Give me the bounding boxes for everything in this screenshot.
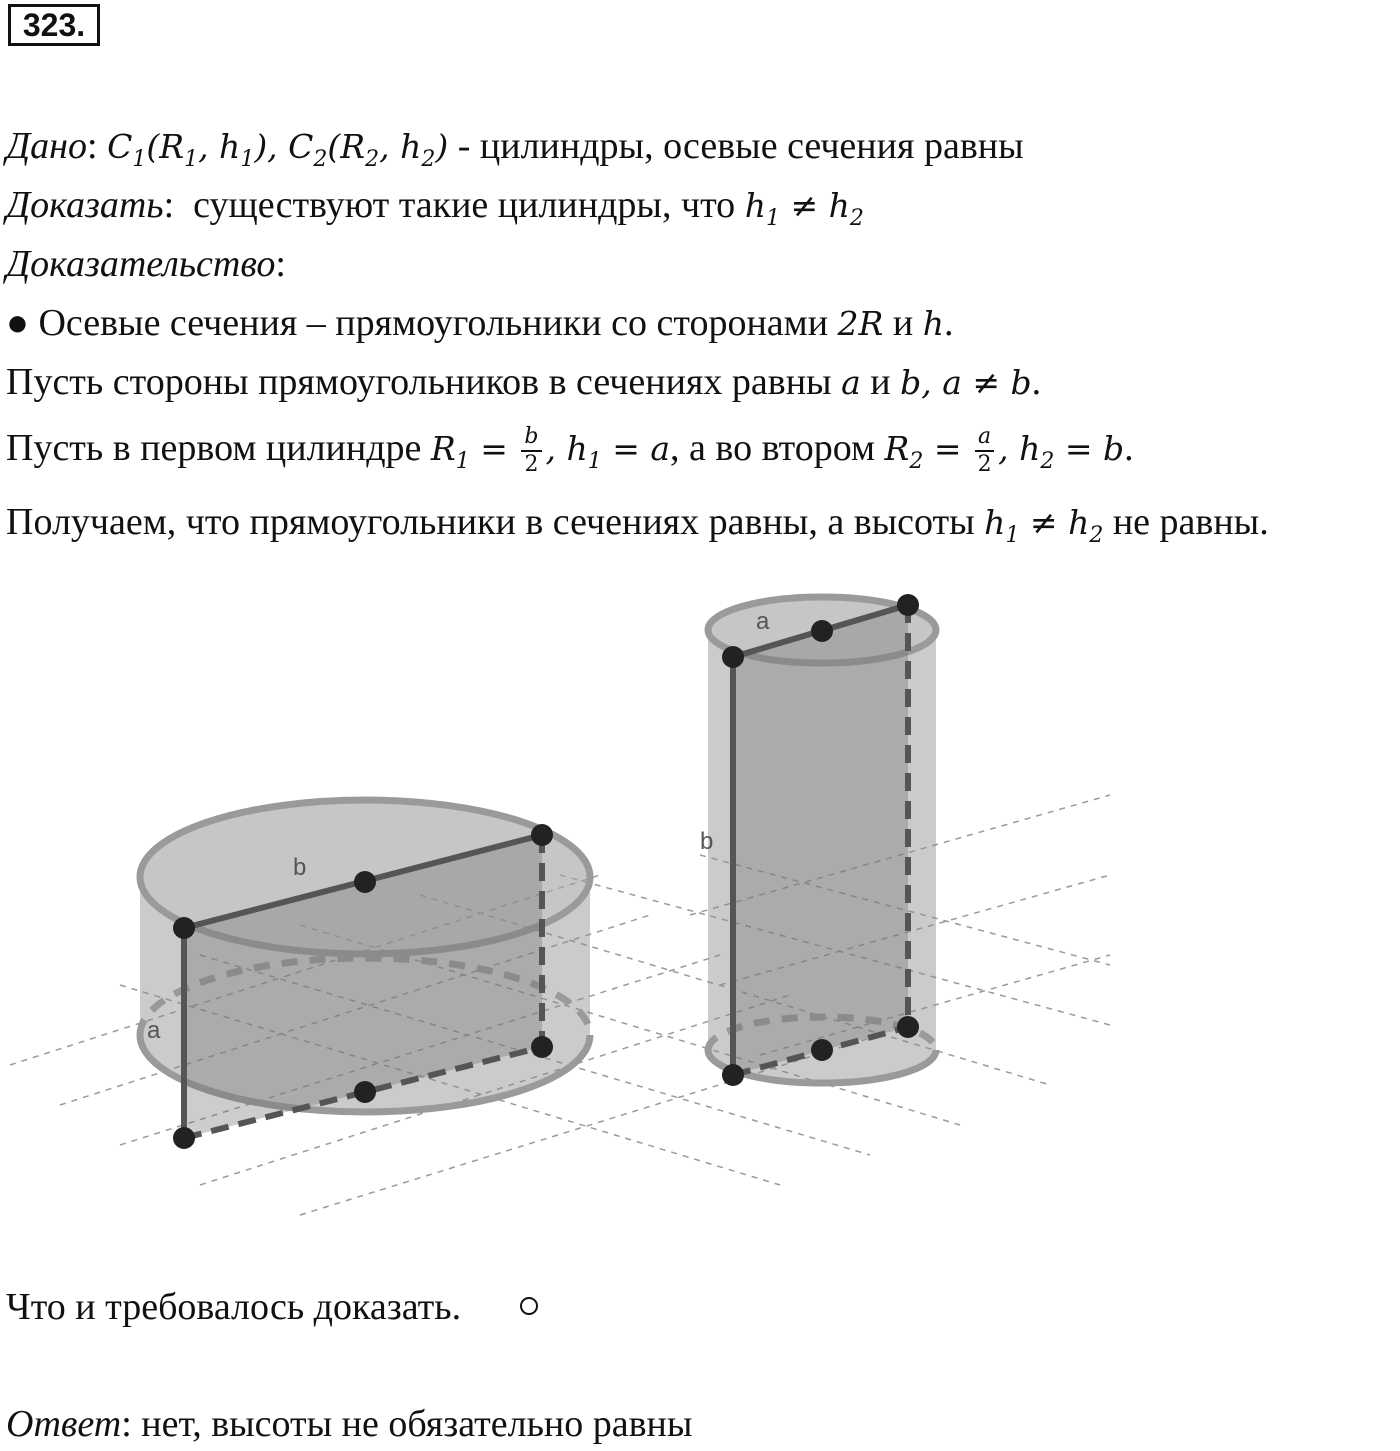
sub: 2 bbox=[849, 206, 864, 231]
math-r2: R bbox=[884, 429, 910, 468]
prove-neq: ≠ h bbox=[779, 186, 850, 225]
sub: 1 bbox=[587, 449, 602, 474]
and-word: и bbox=[892, 302, 914, 344]
sub: 1 bbox=[765, 206, 780, 231]
math-eq: = bbox=[469, 429, 508, 468]
proof-label-line: Доказательство: bbox=[6, 243, 286, 285]
proof-text-4-end: не равны. bbox=[1112, 501, 1269, 543]
point bbox=[173, 917, 195, 939]
qed-circle-icon bbox=[520, 1297, 538, 1315]
prove-h1: h bbox=[744, 186, 766, 225]
proof-line-1: ● Осевые сечения – прямоугольники со сторонами 2R и h. bbox=[6, 302, 954, 344]
proof-label: Доказательство bbox=[6, 243, 276, 285]
sub: 1 bbox=[132, 147, 147, 172]
sub: 2 bbox=[1040, 449, 1055, 474]
point bbox=[173, 1127, 195, 1149]
math-h: h bbox=[922, 304, 944, 343]
and-word: и bbox=[870, 361, 891, 403]
fraction-b-2 bbox=[521, 426, 541, 476]
given-c2-r: (R bbox=[327, 127, 366, 166]
given-c1-r: (R bbox=[146, 127, 185, 166]
frac-num: b bbox=[521, 426, 541, 452]
frac-den: 2 bbox=[524, 452, 539, 478]
math-h1: , h bbox=[545, 429, 588, 468]
given-c1-h: , h bbox=[198, 127, 241, 166]
given-close: ) bbox=[435, 127, 449, 166]
prove-text: существуют такие цилиндры, что bbox=[193, 184, 736, 226]
center-point bbox=[811, 620, 833, 642]
given-c1: C bbox=[107, 127, 133, 166]
conclusion-text: Что и требовалось доказать. bbox=[6, 1286, 462, 1328]
math-neq: ≠ h bbox=[1019, 503, 1090, 542]
sub: 1 bbox=[1005, 523, 1020, 548]
math-a: a bbox=[841, 363, 861, 402]
given-c2-h: , h bbox=[379, 127, 422, 166]
proof-text-1: ● Осевые сечения – прямоугольники со сторонами bbox=[6, 302, 829, 344]
proof-text-4: Получаем, что прямоугольники в сечениях равны, а высоты bbox=[6, 501, 975, 543]
center-point bbox=[811, 1039, 833, 1061]
point bbox=[531, 824, 553, 846]
math-r1: R bbox=[430, 429, 456, 468]
math-h2-eq: = b bbox=[1054, 429, 1125, 468]
sub: 2 bbox=[313, 147, 328, 172]
math-b-neq: b, a ≠ b bbox=[900, 363, 1032, 402]
label-b-right: b bbox=[700, 828, 714, 855]
conclusion-line bbox=[6, 1285, 461, 1329]
right-cylinder bbox=[700, 594, 936, 1086]
math-eq: = bbox=[923, 429, 962, 468]
frac-den: 2 bbox=[977, 452, 992, 478]
given-c2: ), C bbox=[254, 127, 314, 166]
proof-line-4 bbox=[6, 500, 1269, 558]
answer-text: нет, высоты не обязательно равны bbox=[141, 1403, 693, 1445]
point bbox=[722, 646, 744, 668]
point bbox=[531, 1036, 553, 1058]
label-b-left: b bbox=[293, 854, 307, 881]
label-a-right: a bbox=[756, 608, 770, 635]
math-h2: , h bbox=[998, 429, 1041, 468]
given-line: Дано: $C_1(R_1$, $h_1$), $C_2(R_2$, $h_2$) - цилиндры, осевые сечения равны bbox=[6, 125, 1024, 172]
prove-line: Доказать: существуют такие цилиндры, что $h_1 \ne h_2$ bbox=[6, 184, 864, 231]
sub: 2 bbox=[1089, 523, 1104, 548]
point bbox=[897, 594, 919, 616]
prove-label: Доказать bbox=[6, 184, 164, 226]
sub: 1 bbox=[455, 449, 470, 474]
label-a-left: a bbox=[147, 1017, 161, 1044]
proof-text-3-mid: , а во втором bbox=[670, 427, 876, 469]
proof-text-3: Пусть в первом цилиндре bbox=[6, 427, 422, 469]
proof-text-2: Пусть стороны прямоугольников в сечениях равны bbox=[6, 361, 832, 403]
answer-line: Ответ: нет, высоты не обязательно равны bbox=[6, 1403, 693, 1445]
sub: 2 bbox=[365, 147, 380, 172]
problem-number: 323. bbox=[8, 4, 100, 46]
sub: 2 bbox=[909, 449, 924, 474]
answer-label: Ответ bbox=[6, 1403, 122, 1445]
point bbox=[722, 1064, 744, 1086]
math-h1-eq: = a bbox=[601, 429, 671, 468]
math-2r: 2R bbox=[837, 304, 884, 343]
proof-line-2: Пусть стороны прямоугольников в сечениях равны a и b, a ≠ b. bbox=[6, 361, 1042, 403]
left-cylinder bbox=[140, 800, 590, 1149]
cylinders-figure bbox=[0, 585, 1400, 1225]
center-point bbox=[354, 871, 376, 893]
proof-line-3: Пусть в первом цилиндре $R_1$ = $\frac{b}{2}$ , $h_1 = a$, а во втором $R_2$ = $\frac{a}{2}$ , $h_2 = b$. bbox=[6, 424, 1134, 478]
sub: 1 bbox=[184, 147, 199, 172]
center-point bbox=[354, 1081, 376, 1103]
point bbox=[897, 1016, 919, 1038]
sub: 2 bbox=[421, 147, 436, 172]
fraction-a-2 bbox=[975, 426, 994, 476]
given-label: Дано bbox=[6, 125, 88, 167]
frac-num: a bbox=[975, 426, 994, 452]
sub: 1 bbox=[240, 147, 255, 172]
math-h1: h bbox=[984, 503, 1006, 542]
given-text: - цилиндры, осевые сечения равны bbox=[457, 125, 1024, 167]
